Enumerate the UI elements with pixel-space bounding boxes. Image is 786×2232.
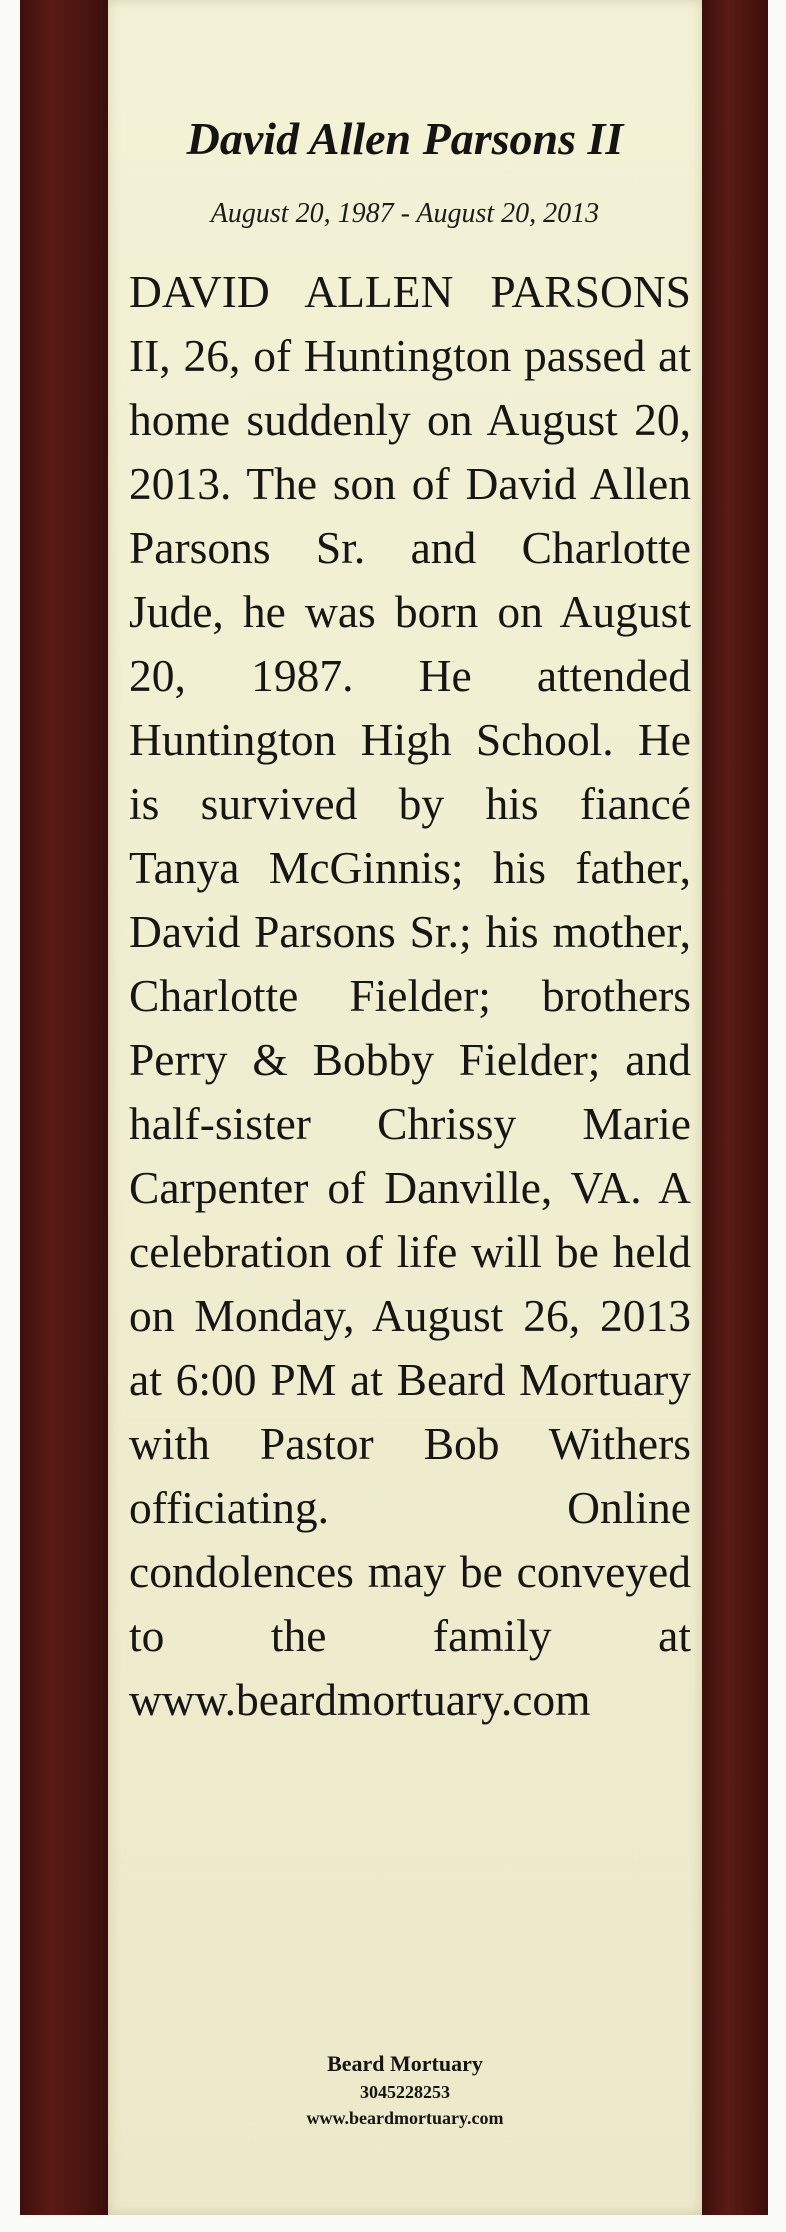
obituary-text: DAVID ALLEN PARSONS II, 26, of Huntington passed at home suddenly on August 20, 2013. The son of David Allen Parsons Sr. and Charlotte Jude, he was born on August 20, 1987. He attended Huntington High School. He is survived by his fiancé Tanya McGinnis; his father, David Parsons Sr.; his mother, Charlotte Fielder; brothers Perry & Bobby Fielder; and half-sister Chrissy Marie Carpenter of Danville, VA. A celebration of life will be held on Monday, August 26, 2013 at 6:00 PM at Beard Mortuary with Pastor Bob Withers officiating. Online condolences may be conveyed to the family at www.beardmortuary.com xyxy=(129,266,691,1725)
bookmark-panel xyxy=(108,0,702,2215)
left-border-stripe xyxy=(20,0,108,2215)
life-dates: August 20, 1987 - August 20, 2013 xyxy=(210,198,600,229)
right-border-stripe xyxy=(702,0,768,2215)
deceased-name-title: David Allen Parsons II xyxy=(186,113,624,164)
mortuary-footer xyxy=(108,2049,702,2131)
mortuary-website: www.beardmortuary.com xyxy=(306,2108,504,2128)
mortuary-name: Beard Mortuary xyxy=(327,2051,483,2076)
mortuary-phone: 3045228253 xyxy=(360,2082,450,2102)
